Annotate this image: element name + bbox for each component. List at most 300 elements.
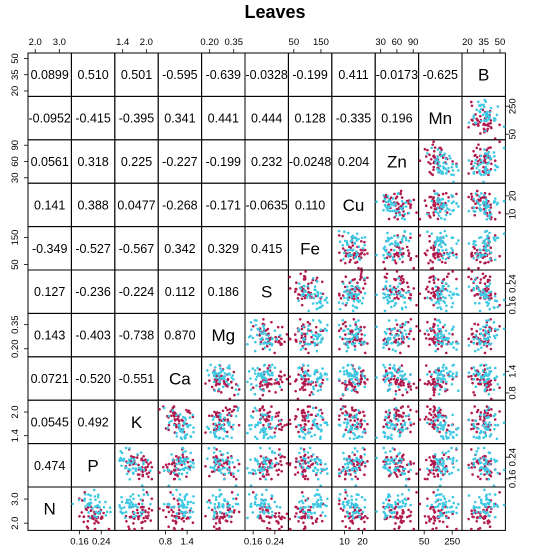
data-point [273,431,276,434]
data-point [168,421,171,424]
data-point [222,453,225,456]
data-point [433,460,436,463]
data-point [275,412,278,415]
correlation-s-cu: -0.0635 [245,198,288,213]
data-point [352,511,355,514]
data-point [346,511,349,514]
data-point [415,255,418,258]
data-point [353,437,356,440]
data-point [479,281,482,284]
data-point [488,328,491,331]
data-point [439,252,442,255]
cell-b-vs-mg [462,313,505,356]
data-point [87,520,90,523]
data-point [399,213,402,216]
data-point [307,378,310,381]
data-point [483,240,486,243]
data-point [283,341,286,344]
data-point [360,273,363,276]
data-point [342,452,345,455]
data-point [490,162,493,165]
data-point [361,459,364,462]
data-point [226,520,229,523]
data-point [430,299,433,302]
data-point [219,511,222,514]
data-point [149,469,152,472]
data-point [397,466,400,469]
data-point [405,415,408,418]
cell-ca-vs-n [158,487,201,530]
data-point [304,290,307,293]
data-point [213,411,216,414]
data-point [339,308,342,311]
data-point [476,343,479,346]
data-point [148,507,151,510]
data-point [208,506,211,509]
data-point [283,374,286,377]
data-point [447,285,450,288]
data-point [437,475,440,478]
data-point [436,236,439,239]
data-point [138,503,141,506]
data-point [395,469,398,472]
data-point [364,377,367,380]
data-point [83,500,86,503]
data-point [255,493,258,496]
data-point [389,421,392,424]
data-point [142,489,145,492]
data-point [338,251,341,254]
data-point [345,325,348,328]
data-point [186,433,189,436]
data-point [353,409,356,412]
data-point [424,418,427,421]
data-point [274,415,277,418]
data-point [208,475,211,478]
data-point [493,155,496,158]
data-point [270,418,273,421]
data-point [366,342,369,345]
data-point [339,493,342,496]
data-point [254,496,257,499]
data-point [276,338,279,341]
data-point [447,167,450,170]
data-point [354,472,357,475]
data-point [489,258,492,261]
data-point [269,516,272,519]
data-point [347,346,350,349]
data-point [347,328,350,331]
data-point [443,278,446,281]
data-point [407,383,410,386]
data-point [483,194,486,197]
data-point [302,364,305,367]
data-point [434,420,437,423]
data-point [260,498,263,501]
data-point [407,405,410,408]
data-point [438,413,441,416]
data-point [437,148,440,151]
data-point [354,424,357,427]
data-point [147,463,150,466]
data-point [127,525,130,528]
data-point [467,464,470,467]
data-point [317,493,320,496]
data-point [229,408,232,411]
data-point [386,253,389,256]
data-point [482,334,485,337]
data-point [263,371,266,374]
data-point [316,463,319,466]
data-point [342,366,345,369]
data-point [426,478,429,481]
data-point [405,388,408,391]
data-point [215,448,218,451]
data-point [432,275,435,278]
data-point [407,254,410,257]
data-point [185,475,188,478]
data-point [363,420,366,423]
data-point [440,155,443,158]
data-point [252,325,255,328]
data-point [355,239,358,242]
data-point [474,457,477,460]
data-point [388,348,391,351]
correlation-n-mn: -0.0952 [28,111,71,126]
data-point [474,240,477,243]
data-point [133,512,136,515]
data-point [488,472,491,475]
data-point [228,463,231,466]
data-point [264,502,267,505]
data-point [309,375,312,378]
correlation-cu-mn: -0.335 [335,111,372,126]
data-point [232,472,235,475]
data-point [439,388,442,391]
data-point [483,343,486,346]
data-point [438,377,441,380]
data-point [264,499,267,502]
data-point [394,350,397,353]
data-point [397,236,400,239]
data-point [487,123,490,126]
data-point [488,151,491,154]
data-point [395,319,398,322]
data-point [363,506,366,509]
data-point [445,248,448,251]
data-point [321,520,324,523]
data-point [265,433,268,436]
data-point [397,255,400,258]
correlation-p-mn: -0.415 [75,111,111,126]
data-point [283,456,286,459]
cell-s-vs-mn [245,96,288,139]
data-point [348,261,351,264]
data-point [259,388,262,391]
data-point [254,436,257,439]
data-point [415,325,418,328]
data-point [426,230,429,233]
data-point [354,388,357,391]
data-point [279,343,282,346]
cell-s-vs-mg [245,313,288,356]
data-point [489,122,492,125]
cell-k-vs-b [115,53,158,96]
data-point [352,468,355,471]
data-point [269,464,272,467]
data-point [494,337,497,340]
data-point [402,412,405,415]
data-point [397,430,400,433]
data-point [299,388,302,391]
data-point [222,459,225,462]
data-point [250,321,253,324]
data-point [354,348,357,351]
data-point [320,499,323,502]
data-point [439,463,442,466]
data-point [352,522,355,525]
data-point [309,343,312,346]
data-point [134,467,137,470]
data-point [189,424,192,427]
data-point [279,334,282,337]
data-point [486,111,489,114]
data-point [319,514,322,517]
data-point [347,364,350,367]
data-point [173,418,176,421]
data-point [294,515,297,518]
data-point [345,491,348,494]
data-point [129,462,132,465]
data-point [357,267,360,270]
data-point [231,461,234,464]
data-point [354,256,357,259]
data-point [470,466,473,469]
data-point [319,437,322,440]
data-point [388,475,391,478]
data-point [315,308,318,311]
data-point [300,348,303,351]
data-point [262,405,265,408]
data-point [126,473,129,476]
data-point [307,428,310,431]
data-point [269,461,272,464]
data-point [401,307,404,310]
data-point [151,509,154,512]
data-point [147,475,150,478]
data-point [478,436,481,439]
data-point [170,506,173,509]
data-point [475,147,478,150]
data-point [472,391,475,394]
data-point [437,324,440,327]
data-point [494,258,497,261]
data-point [470,278,473,281]
data-point [410,318,413,321]
data-point [310,517,313,520]
data-point [496,300,499,303]
data-point [314,459,317,462]
cell-b-vs-zn [462,140,505,183]
data-point [409,200,412,203]
cell-n-vs-p [28,444,71,487]
data-point [178,478,181,481]
data-point [303,515,306,518]
data-point [405,205,408,208]
data-point [449,290,452,293]
data-point [427,380,430,383]
data-point [298,501,301,504]
data-point [254,393,257,396]
data-point [474,369,477,372]
data-point [314,293,317,296]
data-point [486,412,489,415]
data-point [429,408,432,411]
data-point [342,294,345,297]
data-point [268,348,271,351]
data-point [498,386,501,389]
data-point [444,297,447,300]
data-point [225,380,228,383]
data-point [445,381,448,384]
data-point [432,253,435,256]
cell-b-vs-k [462,400,505,443]
data-point [294,390,297,393]
data-point [358,342,361,345]
data-point [264,431,267,434]
data-point [488,170,491,173]
data-point [362,297,365,300]
data-point [270,383,273,386]
data-point [189,511,192,514]
data-point [394,426,397,429]
data-point [483,127,486,130]
data-point [476,461,479,464]
data-point [395,407,398,410]
correlation-k-cu: 0.0477 [117,198,156,213]
data-point [230,436,233,439]
data-point [494,295,497,298]
data-point [468,344,471,347]
data-point [452,209,455,212]
cell-s-vs-zn [245,140,288,183]
data-point [271,416,274,419]
data-point [390,424,393,427]
data-point [139,498,142,501]
data-point [259,505,262,508]
data-point [473,462,476,465]
data-point [474,162,477,165]
data-point [395,390,398,393]
data-point [445,452,448,455]
data-point [256,367,259,370]
data-point [267,437,270,440]
data-point [97,512,100,515]
data-point [288,419,291,422]
data-point [442,338,445,341]
data-point [271,462,274,465]
data-point [319,375,322,378]
data-point [261,377,264,380]
data-point [387,200,390,203]
data-point [125,447,128,450]
data-point [215,522,218,525]
data-point [472,117,475,120]
correlation-ca-mg: 0.870 [164,328,196,343]
data-point [220,391,223,394]
data-point [317,377,320,380]
cell-zn-vs-zn [375,140,418,183]
data-point [261,413,264,416]
data-point [444,421,447,424]
data-point [261,384,264,387]
data-point [455,374,458,377]
data-point [398,383,401,386]
data-point [303,381,306,384]
cell-s-vs-cu [245,183,288,226]
data-point [389,462,392,465]
data-point [307,369,310,372]
data-point [347,463,350,466]
cell-frame [288,357,331,400]
data-point [485,167,488,170]
cell-s-vs-s [245,270,288,313]
data-point [346,243,349,246]
cell-mn-vs-cu [419,183,462,226]
data-point [307,310,310,313]
data-point [216,415,219,418]
data-point [319,424,322,427]
data-point [149,461,152,464]
data-point [488,244,491,247]
data-point [258,409,261,412]
data-point [316,489,319,492]
cell-n-vs-fe [28,227,71,270]
data-point [230,510,233,513]
data-point [480,377,483,380]
data-point [426,467,429,470]
data-point [395,214,398,217]
data-point [251,367,254,370]
data-point [341,503,344,506]
data-point [151,466,154,469]
data-point [382,261,385,264]
data-point [128,447,131,450]
data-point [316,280,319,283]
data-point [392,447,395,450]
correlation-p-b: 0.510 [77,68,109,83]
data-point [350,296,353,299]
data-point [192,459,195,462]
data-point [265,414,268,417]
data-point [268,378,271,381]
data-point [393,304,396,307]
data-point [346,469,349,472]
data-point [302,325,305,328]
data-point [433,214,436,217]
data-point [434,192,437,195]
data-point [482,436,485,439]
data-point [386,209,389,212]
data-point [190,507,193,510]
data-point [483,414,486,417]
data-point [490,213,493,216]
data-point [325,467,328,470]
data-point [338,503,341,506]
cell-k-vs-ca [115,357,158,400]
data-point [302,466,305,469]
data-point [355,469,358,472]
